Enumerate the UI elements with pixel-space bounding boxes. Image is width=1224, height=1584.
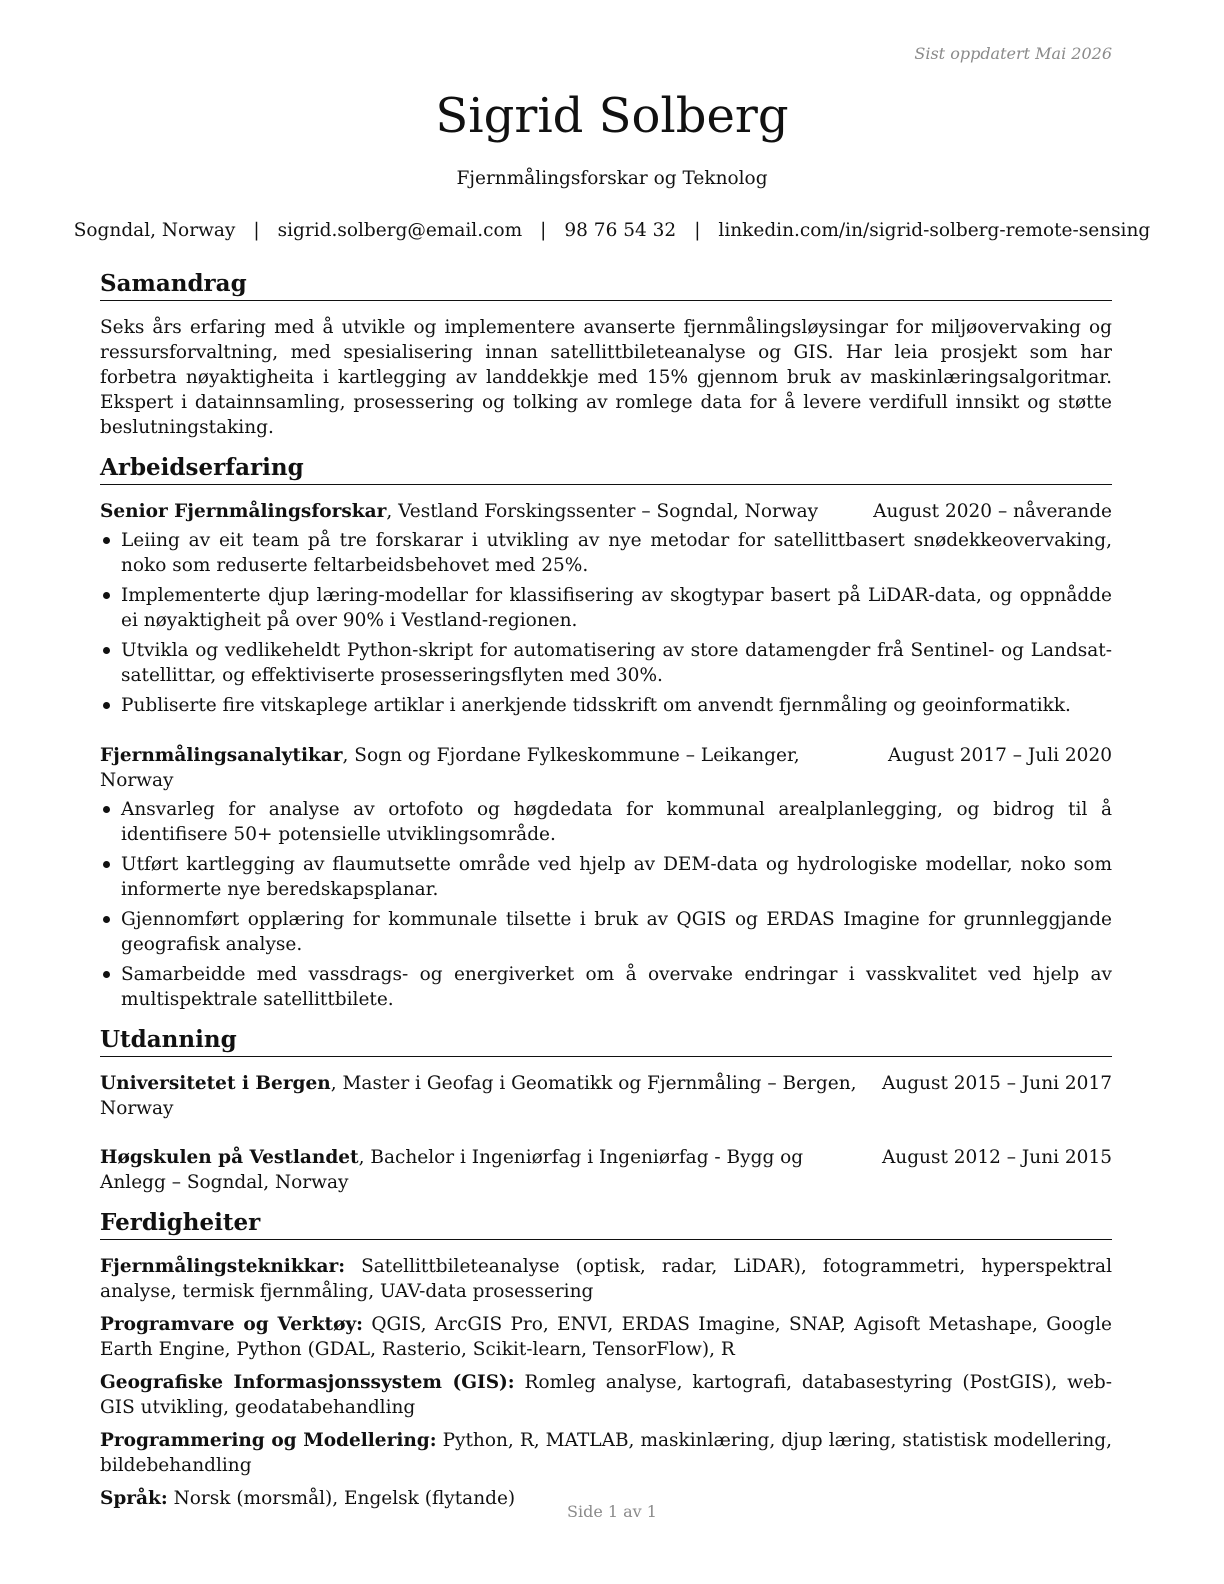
job-org: , Sogn og Fjordane Fylkeskommune – Leikanger, Norway (100, 745, 800, 791)
skill-label: Programmering og Modellering: (100, 1430, 437, 1451)
bullet-item: Utført kartlegging av flaumutsette område ved hjelp av DEM-data og hydrologiske modellar, noko som informerte nye beredskapsplanar. (100, 852, 1112, 902)
skill-label: Fjernmålingsteknikkar: (100, 1256, 346, 1277)
skill-label: Geografiske Informasjonssystem (GIS): (100, 1372, 515, 1393)
education-item (100, 1145, 1112, 1195)
degree-detail: , Master i Geofag i Geomatikk og Fjernmåling – Bergen, Norway (100, 1073, 857, 1119)
experience-section (100, 454, 1112, 1012)
job-header (100, 743, 1112, 793)
job-role: Senior Fjernmålingsforskar (100, 501, 387, 522)
summary-section (100, 270, 1112, 440)
page-number: Side 1 av 1 (567, 1502, 657, 1521)
resume-content (100, 270, 1112, 1525)
skill-line (100, 1254, 1112, 1304)
contact-phone: 98 76 54 32 (564, 220, 677, 241)
contact-separator: | (253, 220, 260, 241)
job-org: , Vestland Forskingssenter – Sogndal, Norway (386, 501, 819, 522)
job-role: Fjernmålingsanalytikar (100, 745, 343, 766)
bullet-item: Ansvarleg for analyse av ortofoto og høgdedata for kommunal arealplanlegging, og bidrog til å identifisere 50+ potensielle utviklingsområde. (100, 797, 1112, 847)
skill-text: Romleg analyse, kartografi, databasestyring (PostGIS), web-GIS utvikling, geodatabehandling (100, 1372, 1112, 1418)
job-bullets (100, 528, 1112, 718)
contact-location: Sogndal, Norway (73, 220, 236, 241)
education-section (100, 1026, 1112, 1195)
skill-line (100, 1312, 1112, 1362)
contact-line (0, 220, 1224, 241)
contact-email[interactable]: sigrid.solberg@email.com (277, 220, 523, 241)
skills-section (100, 1209, 1112, 1511)
skill-line (100, 1370, 1112, 1420)
bullet-item: Gjennomført opplæring for kommunale tilsette i bruk av QGIS og ERDAS Imagine for grunnleggjande geografisk analyse. (100, 907, 1112, 957)
school-name: Høgskulen på Vestlandet (100, 1147, 359, 1168)
contact-linkedin[interactable]: linkedin.com/in/sigrid-solberg-remote-sensing (718, 220, 1151, 241)
degree-detail: , Bachelor i Ingeniørfag i Ingeniørfag - Bygg og Anlegg – Sogndal, Norway (100, 1147, 804, 1193)
bullet-item: Publiserte fire vitskaplege artiklar i anerkjende tidsskrift om anvendt fjernmåling og geoinformatikk. (100, 693, 1112, 718)
section-title-experience: Arbeidserfaring (100, 454, 1112, 485)
skill-text: Satellittbileteanalyse (optisk, radar, LiDAR), fotogrammetri, hyperspektral analyse, termisk fjernmåling, UAV-data prosessering (100, 1256, 1112, 1302)
school-name: Universitetet i Bergen (100, 1073, 331, 1094)
contact-separator: | (694, 220, 701, 241)
section-title-skills: Ferdigheiter (100, 1209, 1112, 1240)
section-title-summary: Samandrag (100, 270, 1112, 301)
summary-text: Seks års erfaring med å utvikle og implementere avanserte fjernmålingsløysingar for miljøovervaking og ressursforvaltning, med spesialisering innan satellittbileteanalyse og GIS. Har leia prosjekt som har forbetra nøyaktigheita i kartlegging av landdekkje med 15% gjennom bruk av maskinlæringsalgoritmar. Ekspert i datainnsamling, prosessering og tolking av romlege data for å levere verdifull innsikt og støtte beslutningstaking. (100, 317, 1112, 438)
bullet-item: Utvikla og vedlikeheldt Python-skript for automatisering av store datamengder frå Sentinel- og Landsat-satellittar, og effektiviserte prosesseringsflyten med 30%. (100, 638, 1112, 688)
education-dates: August 2015 – Juni 2017 (881, 1073, 1112, 1094)
section-title-education: Utdanning (100, 1026, 1112, 1057)
headline: Fjernmålingsforskar og Teknolog (456, 168, 768, 189)
skill-text: Python, R, MATLAB, maskinlæring, djup læring, statistisk modellering, bildebehandling (100, 1430, 1112, 1476)
skill-text: QGIS, ArcGIS Pro, ENVI, ERDAS Imagine, SNAP, Agisoft Metashape, Google Earth Engine, Python (GDAL, Rasterio, Scikit-learn, TensorFlow), R (100, 1314, 1112, 1360)
job-bullets (100, 797, 1112, 1012)
contact-separator: | (540, 220, 547, 241)
skill-text: Norsk (morsmål), Engelsk (flytande) (167, 1488, 516, 1509)
candidate-name: Sigrid Solberg (435, 88, 789, 144)
bullet-item: Leiing av eit team på tre forskarar i utvikling av nye metodar for satellittbasert snødekkeovervaking, noko som reduserte feltarbeidsbehovet med 25%. (100, 528, 1112, 578)
job-header (100, 499, 1112, 524)
job-dates: August 2020 – nåverande (873, 501, 1112, 522)
bullet-item: Implementerte djup læring-modellar for klassifisering av skogtypar basert på LiDAR-data, og oppnådde ei nøyaktigheit på over 90% i Vestland-regionen. (100, 583, 1112, 633)
education-item (100, 1071, 1112, 1121)
skill-label: Programvare og Verktøy: (100, 1314, 363, 1335)
last-updated: Sist oppdatert Mai 2026 (914, 44, 1112, 63)
bullet-item: Samarbeidde med vassdrags- og energiverket om å overvake endringar i vasskvalitet ved hjelp av multispektrale satellittbilete. (100, 962, 1112, 1012)
skill-line (100, 1428, 1112, 1478)
education-dates: August 2012 – Juni 2015 (881, 1147, 1112, 1168)
job-dates: August 2017 – Juli 2020 (887, 745, 1112, 766)
skill-label: Språk: (100, 1488, 168, 1509)
